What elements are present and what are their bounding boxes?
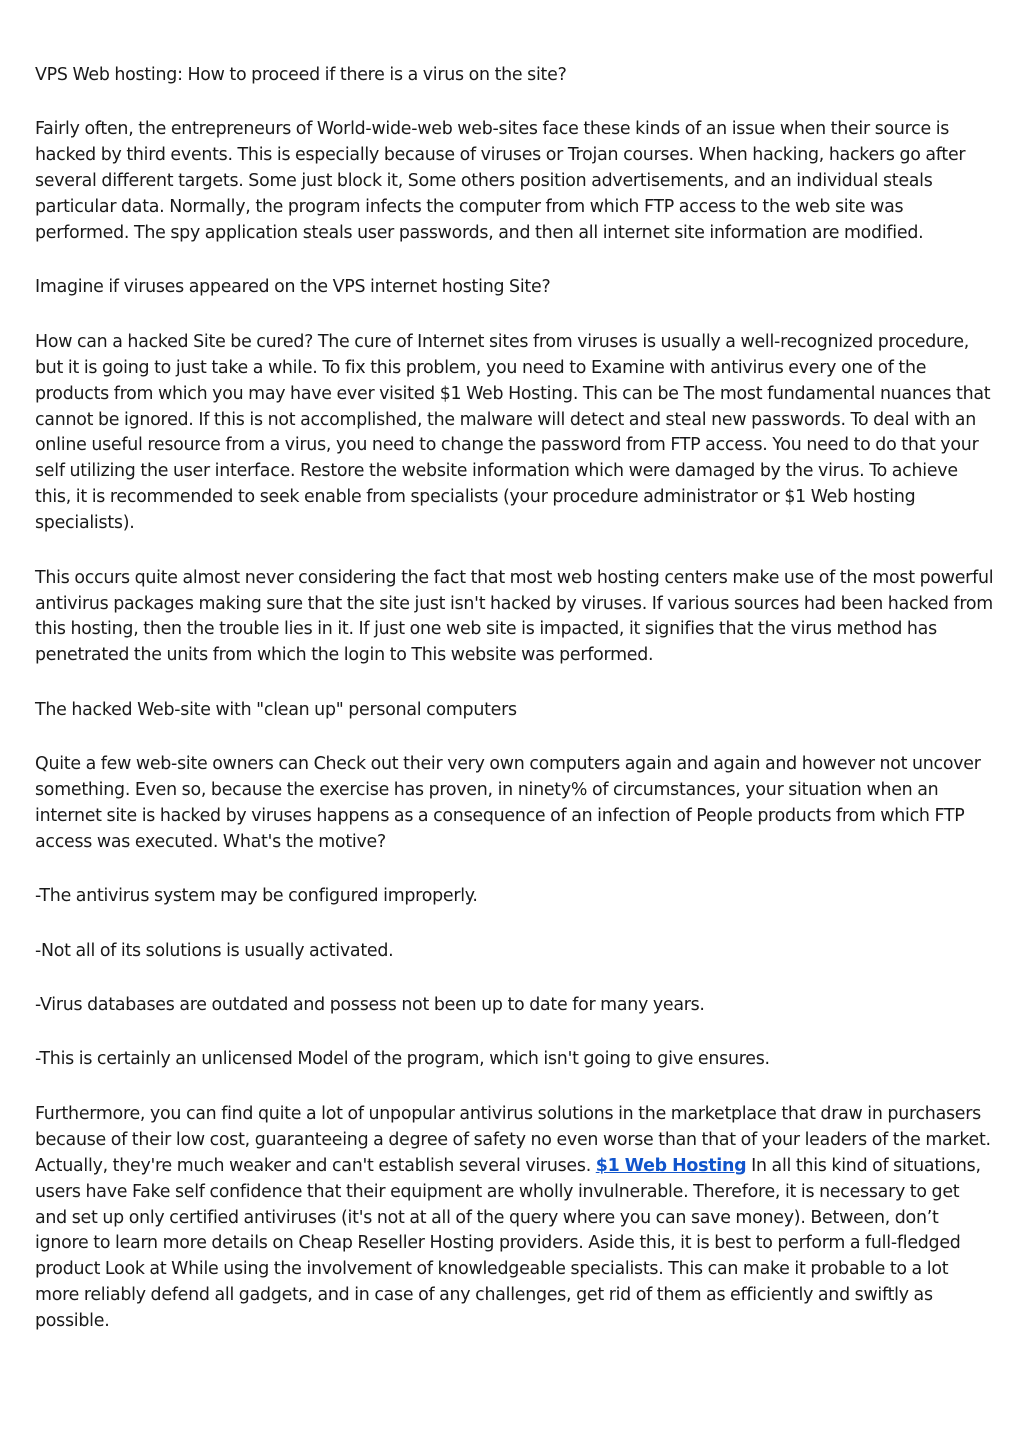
document-title: VPS Web hosting: How to proceed if there is a virus on the site?: [35, 65, 567, 85]
paragraph-conclusion-before: Furthermore, you can find quite a lot of unpopular antivirus solutions in the marketplace that draw in purchasers because of their low cost, guaranteeing a degree of safety no even worse than that of your leaders of the market. Actually, they're much weaker and can't establish several viruses.: [35, 1103, 991, 1176]
section-heading-clean-computers: The hacked Web-site with "clean up" personal computers: [35, 699, 517, 720]
list-item-databases: -Virus databases are outdated and possess not been up to date for many years.: [35, 995, 705, 1016]
list-item-antivirus-config: -The antivirus system may be configured improperly.: [35, 886, 478, 907]
paragraph-owners: Quite a few web-site owners can Check out their very own computers again and again and however not uncover something. Even so, because the exercise has proven, in ninety% of circumstances, your situation when an internet site is hacked by viruses happens as a consequence of an infection of People products from which FTP access was executed. What's the motive?: [35, 754, 981, 852]
list-item-solutions: -Not all of its solutions is usually activated.: [35, 940, 394, 961]
paragraph-hosting-centers: This occurs quite almost never considering the fact that most web hosting centers make use of the most powerful antivirus packages making sure that the site just isn't hacked by viruses. If various sources had been hacked from this hosting, then the trouble lies in it. If just one web site is impacted, it signifies that the virus method has penetrated the units from which the login to This website was performed.: [35, 567, 994, 666]
web-hosting-link[interactable]: $1 Web Hosting: [595, 1155, 747, 1176]
paragraph-conclusion-after: In all this kind of situations, users have Fake self confidence that their equipment are wholly invulnerable. Therefore, it is necessary to get and set up only certified antiviruses (it's not at all of the query where you can save money). Between, don’t ignore to learn more details on Cheap Reseller Hosting providers. Aside this, it is best to perform a full-fledged product Look at While using the involvement of knowledgeable specialists. This can make it probable to a lot more reliably defend all gadgets, and in case of any challenges, get rid of them as efficiently and swiftly as possible.: [35, 1155, 981, 1332]
document-body: [35, 63, 995, 1364]
paragraph-conclusion: [35, 1102, 995, 1335]
paragraph-intro: Fairly often, the entrepreneurs of World-wide-web web-sites face these kinds of an issue when their source is hacked by third events. This is especially because of viruses or Trojan courses. When hacking, hackers go after several different targets. Some just block it, Some others position advertisements, and an individual steals particular data. Normally, the program infects the computer from which FTP access to the web site was performed. The spy application steals user passwords, and then all internet site information are modified.: [35, 119, 966, 244]
paragraph-cure: How can a hacked Site be cured? The cure of Internet sites from viruses is usually a well-recognized procedure, but it is going to just take a while. To fix this problem, you need to Examine with antivirus every one of the products from which you may have ever visited $1 Web Hosting. This can be The most fundamental nuances that cannot be ignored. If this is not accomplished, the malware will detect and steal new passwords. To deal with an online useful resource from a virus, you need to change the password from FTP access. You need to do that your self utilizing the user interface. Restore the website information which were damaged by the virus. To achieve this, it is recommended to seek enable from specialists (your procedure administrator or $1 Web hosting specialists).: [35, 331, 991, 534]
section-heading-viruses: Imagine if viruses appeared on the VPS internet hosting Site?: [35, 277, 551, 298]
list-item-unlicensed: -This is certainly an unlicensed Model of the program, which isn't going to give ensures.: [35, 1049, 770, 1070]
